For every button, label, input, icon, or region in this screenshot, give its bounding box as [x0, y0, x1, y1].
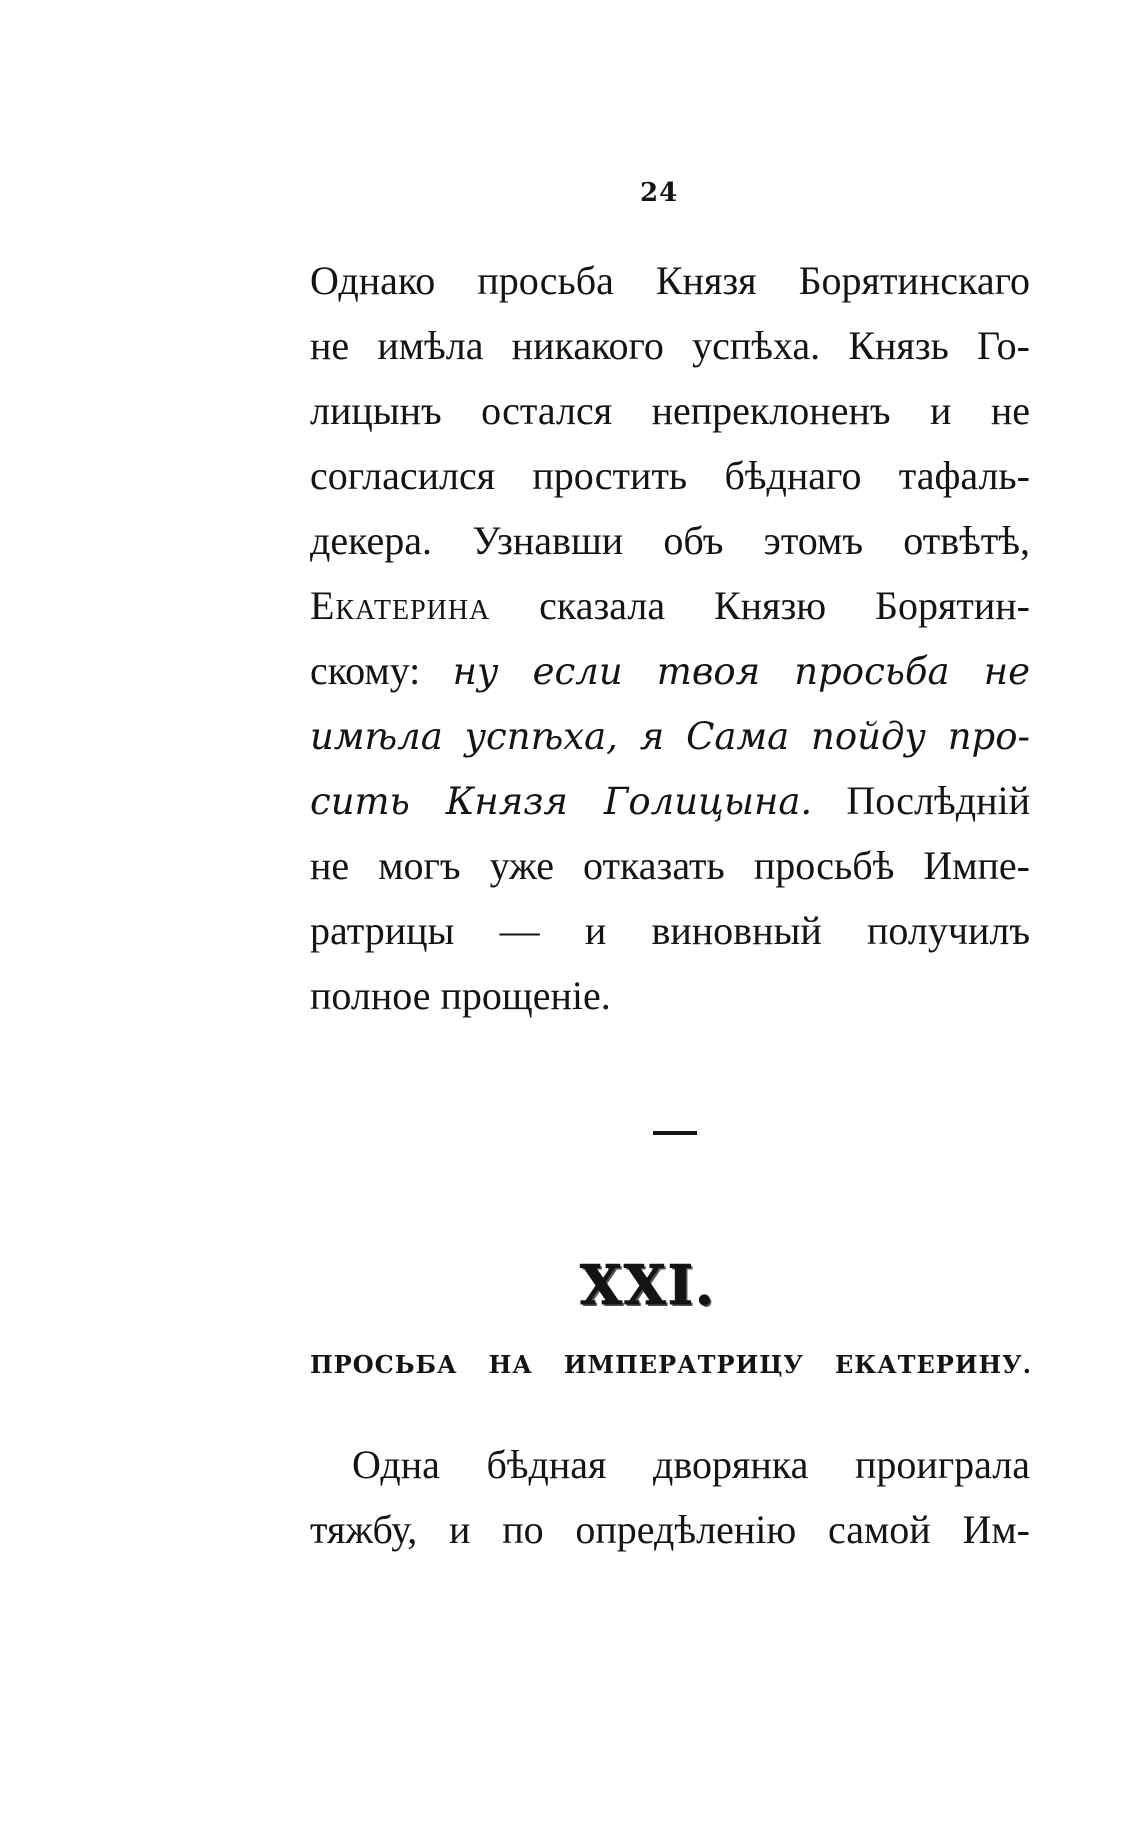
name-ekaterina: Екатерина	[310, 583, 491, 628]
chapter-title: ПРОСЬБА НА ИМПЕРАТРИЦУ ЕКАТЕРИНУ.	[310, 1350, 1032, 1379]
text-fragment: сказала Князю Борятин-	[539, 583, 1030, 628]
text-line: не могъ уже отказать просьбѣ Импе-	[310, 843, 1030, 888]
page-number: 24	[640, 178, 679, 208]
text-line-mixed	[310, 768, 1030, 833]
text-line	[310, 703, 1030, 768]
text-line-mixed	[310, 638, 1030, 703]
text-line: ратрицы — и виновный получилъ	[310, 908, 1030, 953]
text-line: не имѣла никакого успѣха. Князь Го-	[310, 323, 1030, 368]
chapter-numeral: XXI.	[580, 1253, 716, 1317]
text-line: тяжбу, и по опредѣленію самой Им-	[310, 1507, 1030, 1552]
paragraph-section-one	[310, 248, 1030, 1028]
text-line: полное прощеніе.	[310, 973, 611, 1018]
text-fragment: скому:	[310, 648, 421, 693]
italic-quote: сить Князя Голицына.	[310, 780, 813, 823]
text-line: декера. Узнавши объ этомъ отвѣтѣ,	[310, 518, 1030, 563]
text-line: Однако просьба Князя Борятинскаго	[310, 258, 1030, 303]
text-fragment: Послѣдній	[846, 778, 1030, 823]
paragraph-section-two	[310, 1432, 1030, 1562]
text-line-mixed	[310, 573, 1030, 638]
text-line: Одна бѣдная дворянка проиграла	[352, 1442, 1030, 1487]
text-line: лицынъ остался непреклоненъ и не	[310, 388, 1030, 433]
italic-quote: имѣла успѣха, я Сама пойду про-	[310, 715, 1030, 758]
italic-quote: ну если твоя просьба не	[452, 650, 1030, 693]
section-separator	[653, 1131, 697, 1135]
text-line: согласился простить бѣднаго тафаль-	[310, 453, 1030, 498]
